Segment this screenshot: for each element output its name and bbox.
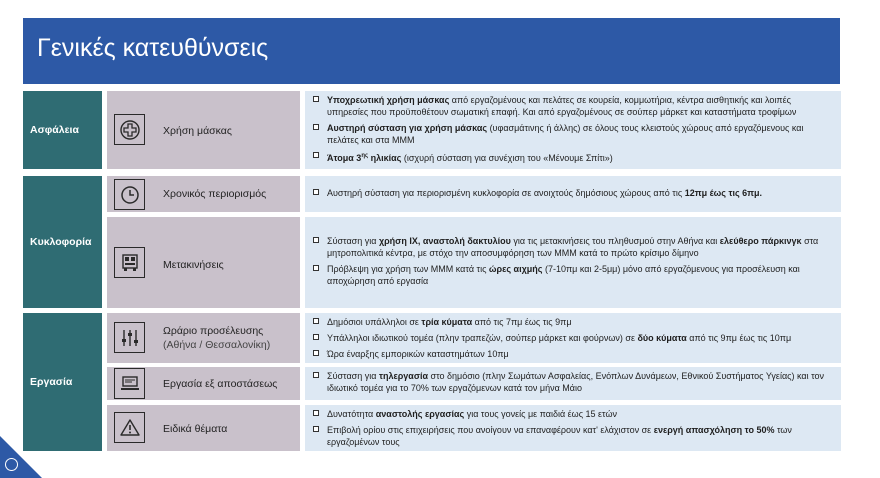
- checkbox-bullet-icon: [313, 124, 319, 130]
- bullet-text: ης: [361, 153, 369, 159]
- bullet-text: Δυνατότητα: [327, 409, 376, 419]
- bullet-text: δύο κύματα: [637, 333, 687, 343]
- bullet-text: τρία κύματα: [421, 317, 473, 327]
- checkbox-bullet-icon: [313, 426, 319, 432]
- bullet-text: (ισχυρή σύσταση για συνέχιση του «Μένουμε Σπίτι»): [401, 153, 613, 163]
- sliders-icon: [114, 322, 145, 353]
- checkbox-bullet-icon: [313, 189, 319, 195]
- bullet-text: Υπάλληλοι ιδιωτικού τομέα (πλην τραπεζών, σούπερ μάρκετ και φούρνων) σε: [327, 333, 638, 343]
- checkbox-bullet-icon: [313, 372, 319, 378]
- bullet-text: από τις 9πμ έως τις 10πμ: [686, 333, 792, 343]
- bullet-text: για τους γονείς με παιδιά έως 15 ετών: [464, 409, 618, 419]
- page-title: Γενικές κατευθύνσεις: [37, 34, 269, 62]
- bullet-text: Αυστηρή σύσταση για περιορισμένη κυκλοφορία σε ανοιχτούς δημόσιους χώρους από τις: [327, 188, 685, 198]
- subcategory-curfew: [107, 176, 300, 212]
- checkbox-bullet-icon: [313, 96, 319, 102]
- bullet-text: Σύσταση για: [327, 236, 379, 246]
- subcategory-label: Χρήση μάσκας: [163, 125, 232, 137]
- bullet-text: τηλεργασία: [378, 371, 429, 381]
- bullet-text: ηλικίας: [368, 153, 402, 163]
- bullet-text: ενεργή απασχόληση το 50%: [653, 425, 775, 435]
- subcategory-label: Χρονικός περιορισμός: [163, 188, 267, 200]
- bullet-text: ελεύθερο πάρκινγκ: [719, 236, 802, 246]
- subcategory-label: Ειδικά θέματα: [163, 423, 228, 435]
- category-traffic: Κυκλοφορία: [23, 176, 102, 308]
- checkbox-bullet-icon: [313, 318, 319, 324]
- bullet-text: Σύσταση για: [327, 371, 379, 381]
- subcategory-label: Ωράριο προσέλευσης: [163, 325, 264, 337]
- bullet-text: (υφασμάτινης ή άλλης) σε όλους τους κλειστούς χώρους από εργαζόμενους και πελάτες και στα ΜΜΜ: [327, 123, 804, 145]
- content-mask: [305, 91, 841, 169]
- subcategory-label: Μετακινήσεις: [163, 259, 224, 271]
- subcategory-sublabel: (Αθήνα / Θεσσαλονίκη): [163, 339, 271, 351]
- bullet-text: στα μητροπολιτικά κέντρα, με στόχο την αποσυμφόρηση των ΜΜΜ κατά το πρώτο κρίσιμο δίμηνο: [327, 236, 819, 258]
- subcategory-schedule: [107, 313, 300, 363]
- bullet-item: [313, 235, 833, 259]
- subcategory-movement: [107, 217, 300, 308]
- category-work: Εργασία: [23, 313, 102, 451]
- bullet-item: [313, 424, 833, 448]
- bullet-item: [313, 263, 833, 287]
- bullet-text: Επιβολή ορίου στις επιχειρήσεις που ανοίγουν να επαναφέρουν κατ' ελάχιστον σε: [327, 425, 654, 435]
- bullet-text: από εργαζομένους και πελάτες σε κουρεία, κομμωτήρια, κέντρα αισθητικής και λοιπές υπηρεσίες που προϋποθέτουν σωματική επαφή. Και από εργαζομένους σε σούπερ μάρκετ και καταστήματα τροφίμων: [327, 95, 797, 117]
- subcategory-remote: [107, 367, 300, 400]
- content-schedule: [305, 313, 841, 363]
- medical-cross-icon: [114, 114, 145, 145]
- bullet-item: [313, 332, 833, 344]
- corner-logo: [0, 436, 42, 478]
- bullet-text: Πρόβλεψη για χρήση των ΜΜΜ κατά τις: [327, 264, 489, 274]
- bullet-text: Υποχρεωτική χρήση μάσκας: [327, 95, 450, 105]
- header-bar: [23, 18, 840, 84]
- bullet-text: Αυστηρή σύσταση για χρήση μάσκας: [327, 123, 488, 133]
- content-curfew: [305, 176, 841, 212]
- bullet-text: για τις μετακινήσεις του πληθυσμού στην Αθήνα και: [510, 236, 720, 246]
- checkbox-bullet-icon: [313, 350, 319, 356]
- bullet-item: [313, 94, 833, 118]
- checkbox-bullet-icon: [313, 334, 319, 340]
- checkbox-bullet-icon: [313, 410, 319, 416]
- bullet-item: [313, 150, 833, 164]
- laptop-icon: [114, 368, 145, 399]
- bullet-text: (7-10πμ και 2-5μμ) μόνο από εργαζόμενους για προσέλευση και αποχώρηση από εργασία: [327, 264, 800, 286]
- subcategory-special: [107, 405, 300, 451]
- checkbox-bullet-icon: [313, 237, 319, 243]
- bullet-item: [313, 348, 833, 360]
- bus-icon: [114, 247, 145, 278]
- subcategory-mask: [107, 91, 300, 169]
- bullet-text: χρήση ΙΧ, αναστολή δακτυλίου: [378, 236, 511, 246]
- bullet-text: Άτομα 3: [327, 153, 362, 163]
- bullet-text: 12πμ έως τις 6πμ.: [684, 188, 763, 198]
- clock-icon: [114, 179, 145, 210]
- bullet-item: [313, 370, 833, 394]
- content-remote: [305, 367, 841, 400]
- bullet-text: των εργαζομένων τους: [327, 425, 792, 447]
- bullet-text: Δημόσιοι υπάλληλοι σε: [327, 317, 422, 327]
- bullet-item: [313, 187, 833, 199]
- bullet-item: [313, 316, 833, 328]
- category-safety: Ασφάλεια: [23, 91, 102, 169]
- checkbox-bullet-icon: [313, 152, 319, 158]
- emblem-icon: [5, 458, 18, 471]
- bullet-text: από τις 7πμ έως τις 9πμ: [472, 317, 572, 327]
- bullet-text: ώρες αιχμής: [488, 264, 543, 274]
- content-movement: [305, 217, 841, 308]
- bullet-text: στο δημόσιο (πλην Σωμάτων Ασφαλείας, Ενόπλων Δυνάμεων, Εθνικού Συστήματος Υγείας) και τον ιδιωτικό τομέα για το 70% των εργαζόμενων κατά τον μήνα Μάιο: [327, 371, 825, 393]
- content-special: [305, 405, 841, 451]
- bullet-item: [313, 408, 833, 420]
- bullet-text: Ώρα έναρξης εμπορικών καταστημάτων 10πμ: [327, 349, 509, 359]
- warning-icon: [114, 412, 145, 443]
- checkbox-bullet-icon: [313, 265, 319, 271]
- bullet-text: αναστολής εργασίας: [375, 409, 465, 419]
- bullet-item: [313, 122, 833, 146]
- subcategory-label: Εργασία εξ αποστάσεως: [163, 378, 278, 390]
